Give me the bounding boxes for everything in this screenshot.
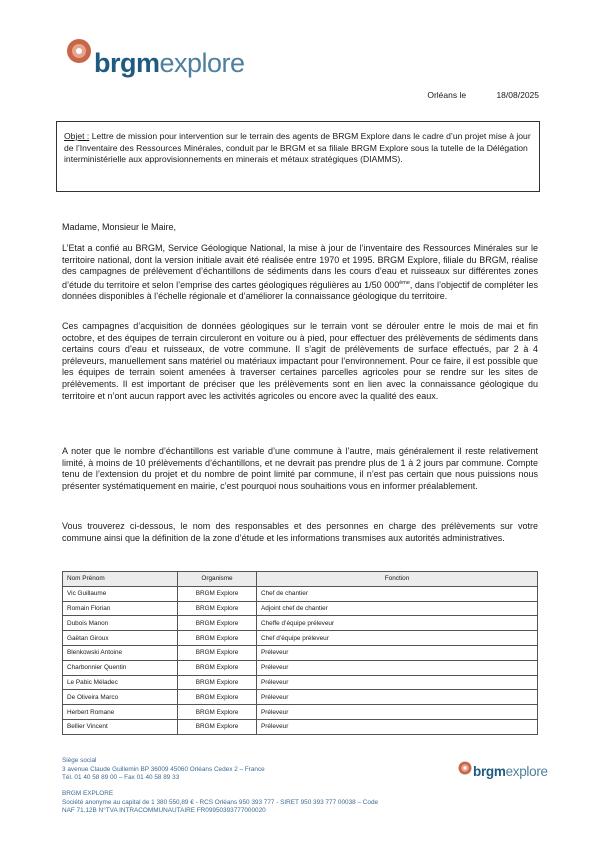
table-row <box>63 690 538 705</box>
footer-company <box>62 790 378 816</box>
paragraph-3: A noter que le nombre d’échantillons est variable d’une commune à l’autre, mais généralement il reste relativement limité, à moins de 10 prélèvements d’échantillons, et ne devrait pas prendre plus de 1 à 2 jours par commune. Compte tenu de l’extension du projet et du nombre de point limité par commune, il n’est pas certain que nous puissions nous présenter systématiquement en mairie, c’est pourquoi nous souhaitions vous en informer préalablement. <box>62 446 538 491</box>
cell-organisation: BRGM Explore <box>178 645 257 660</box>
footer-company-name: BRGM EXPLORE <box>62 790 114 797</box>
footer-logo-mark-icon <box>458 761 472 775</box>
letter-date: 18/08/2025 <box>496 90 539 100</box>
cell-function: Chef d’équipe préleveur <box>257 631 538 646</box>
cell-function: Chef de chantier <box>257 586 538 601</box>
footer-hq-title: Siège social <box>62 757 97 764</box>
cell-function: Préleveur <box>257 719 538 734</box>
footer-hq-phone: Tél. 01 40 58 89 00 – Fax 01 40 58 89 33 <box>62 774 180 782</box>
cell-organisation: BRGM Explore <box>178 631 257 646</box>
cell-organisation: BRGM Explore <box>178 675 257 690</box>
object-box <box>56 121 540 192</box>
personnel-table <box>62 571 538 735</box>
paragraph-1: L’Etat a confié au BRGM, Service Géologique National, la mise à jour de l’inventaire des Ressources Minérales sur le territoire national, dont la version initiale avait été réalisée entre 1970 et 1995. BRGM Explore, filiale du BRGM, réalise des campagnes de prélèvement d’échantillons de sédiments dans les cours d’eau et ruisseaux sur différentes zones d’étude du territoire et selon l’emprise des cartes géologiques régulières au 1/50 000ème, dans l’objectif de compléter les données disponibles à l’échelle régionale et d’améliorer la connaissance géologique du territoire. <box>62 243 538 302</box>
table-row <box>63 719 538 734</box>
paragraph-2: Ces campagnes d’acquisition de données géologiques sur le terrain vont se dérouler entre le mois de mai et fin octobre, et des équipes de terrain circuleront en voiture ou à pied, pour effectuer des prélèvements de sédiments dans certains cours d’eau et ruisseaux, de votre commune. Il s’agit de prélèvements de surface effectués, par 2 à 4 préleveurs, manuellement sans matériel ou matériaux impactant pour l’environnement. Pour ce faire, il est possible que les équipes de terrain soient amenées à traverser certaines parcelles agricoles pour se rendre sur les sites de prélèvements. Il est important de préciser que les prélèvements sont en lien avec la connaissance géologique du territoire et n’ont aucun rapport avec les activités agricoles ou encore avec la qualité des eaux. <box>62 321 538 401</box>
logo-wordmark: brgmexplore <box>94 48 245 78</box>
cell-organisation: BRGM Explore <box>178 586 257 601</box>
cell-function: Adjoint chef de chantier <box>257 601 538 616</box>
cell-organisation: BRGM Explore <box>178 660 257 675</box>
table-row <box>63 675 538 690</box>
date-line <box>427 90 539 100</box>
footer-company-legal: Société anonyme au capital de 1 380 550,89 € - RCS Orléans 950 393 777 - SIRET 950 393 777 00038 – Code <box>62 798 379 806</box>
cell-name: Gaëtan Giroux <box>63 631 178 646</box>
table-row <box>63 645 538 660</box>
table-header-row <box>63 572 538 587</box>
object-label: Objet : <box>64 131 90 141</box>
cell-function: Préleveur <box>257 645 538 660</box>
cell-organisation: BRGM Explore <box>178 719 257 734</box>
column-header-function: Fonction <box>257 572 538 587</box>
cell-function: Préleveur <box>257 705 538 720</box>
table-row <box>63 616 538 631</box>
cell-function: Préleveur <box>257 675 538 690</box>
cell-name: Vic Guillaume <box>63 586 178 601</box>
footer-logo-wordmark: brgmexplore <box>473 764 548 779</box>
cell-name: Bellier Vincent <box>63 719 178 734</box>
footer-headquarters <box>62 757 265 783</box>
table-row <box>63 601 538 616</box>
logo-mark-icon <box>66 38 92 64</box>
cell-name: Blenkowski Antoine <box>63 645 178 660</box>
paragraph-4: Vous trouverez ci-dessous, le nom des responsables et des personnes en charge des prélèvements sur votre commune ainsi que la définition de la zone d’étude et les informations transmises aux autorités administratives. <box>62 521 538 543</box>
cell-name: Dubois Manon <box>63 616 178 631</box>
cell-name: De Oliveira Marco <box>63 690 178 705</box>
table-row <box>63 705 538 720</box>
cell-organisation: BRGM Explore <box>178 601 257 616</box>
cell-name: Herbert Romane <box>63 705 178 720</box>
greeting: Madame, Monsieur le Maire, <box>62 222 177 232</box>
column-header-name: Nom Prénom <box>63 572 178 587</box>
cell-function: Préleveur <box>257 660 538 675</box>
cell-organisation: BRGM Explore <box>178 690 257 705</box>
table-row <box>63 586 538 601</box>
date-place: Orléans le <box>427 90 467 100</box>
cell-name: Romain Florian <box>63 601 178 616</box>
cell-function: Cheffe d’équipe préleveur <box>257 616 538 631</box>
table-row <box>63 660 538 675</box>
footer-company-codes: NAF 71.12B N°TVA INTRACOMMUNAUTAIRE FR09950393777000020 <box>62 807 266 815</box>
column-header-organisation: Organisme <box>178 572 257 587</box>
cell-organisation: BRGM Explore <box>178 705 257 720</box>
object-text: Lettre de mission pour intervention sur le terrain des agents de BRGM Explore dans le cadre d’un projet mise à jour de l’Inventaire des Ressources Minérales, conduit par le BRGM et sa filiale BRGM Explore sous la tutelle de la Délégation interministérielle aux approvisionnements en minerais et métaux stratégiques (DIAMMS). <box>64 131 531 164</box>
cell-name: Le Pabic Méladec <box>63 675 178 690</box>
footer-hq-address: 3 avenue Claude Guillemin BP 36009 45060 Orléans Cedex 2 – France <box>62 765 265 773</box>
cell-name: Charbonnier Quentin <box>63 660 178 675</box>
cell-organisation: BRGM Explore <box>178 616 257 631</box>
cell-function: Préleveur <box>257 690 538 705</box>
table-row <box>63 631 538 646</box>
